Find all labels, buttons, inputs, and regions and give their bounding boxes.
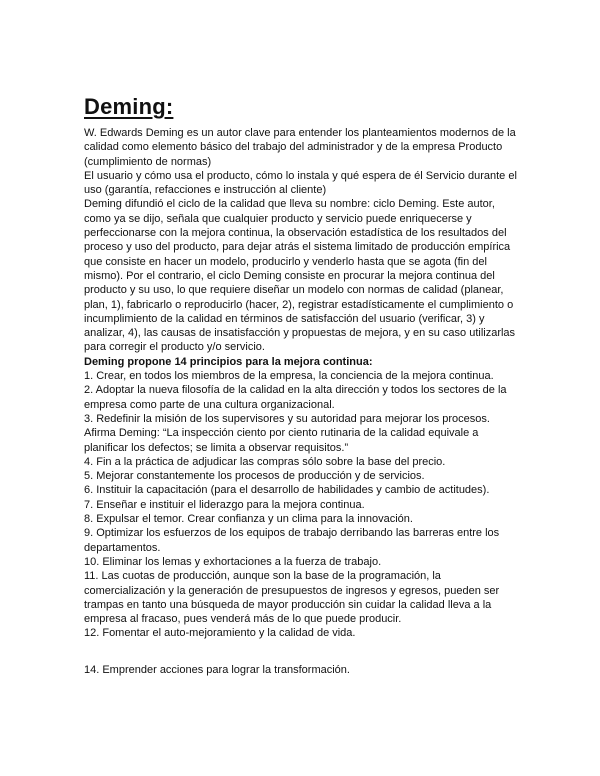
principle-item: 6. Instituir la capacitación (para el desarrollo de habilidades y cambio de actitudes). [84, 484, 490, 497]
document-page [84, 94, 520, 677]
principle-item: 3. Redefinir la misión de los supervisores y su autoridad para mejorar los procesos. Afirma Deming: “La inspección ciento por ciento rutinaria de la calidad equivale a planificar los defectos; se limita a observar requisitos.” [84, 412, 490, 454]
principle-item: 12. Fomentar el auto-mejoramiento y la calidad de vida. [84, 627, 356, 640]
intro-paragraph-3: Deming difundió el ciclo de la calidad que lleva su nombre: ciclo Deming. Este autor, como ya se dijo, señala que cualquier producto y servicio puede enriquecerse y perfeccionarse con la mejora continua, la observación estadística de los resultados del proceso y uso del producto, para dejar atrás el sistema limitado de producción empírica que consiste en hacer un modelo, producirlo y venderlo hasta que se agota (fin del mismo). Por el contrario, el ciclo Deming consiste en procurar la mejora continua del producto y su uso, lo que requiere diseñar un modelo con normas de calidad (planear, plan, 1), fabricarlo o reproducirlo (hacer, 2), registrar estadísticamente el cumplimiento o incumplimiento de la calidad en términos de satisfacción del usuario (verificar, 3) y analizar, 4), las causas de insatisfacción y propuestas de mejora, y en su caso utilizarlas para corregir el producto y/o servicio. [84, 198, 516, 354]
principle-item: 5. Mejorar constantemente los procesos de producción y de servicios. [84, 470, 425, 483]
principles-heading: Deming propone 14 principios para la mejora continua: [84, 355, 373, 368]
principle-item: 1. Crear, en todos los miembros de la empresa, la conciencia de la mejora continua. [84, 370, 494, 383]
principle-item: 2. Adoptar la nueva filosofía de la calidad en la alta dirección y todos los sectores de la empresa como parte de una cultura organizacional. [84, 384, 507, 411]
intro-paragraph-1: W. Edwards Deming es un autor clave para entender los planteamientos modernos de la calidad como elemento básico del trabajo del administrador y de la empresa Producto (cumplimiento de normas) [84, 127, 516, 168]
principle-item: 8. Expulsar el temor. Crear confianza y un clima para la innovación. [84, 513, 413, 526]
principle-item: 9. Optimizar los esfuerzos de los equipos de trabajo derribando las barreras entre los departamentos. [84, 527, 500, 554]
principle-item-last: 14. Emprender acciones para lograr la transformación. [84, 663, 350, 676]
principle-item: 4. Fin a la práctica de adjudicar las compras sólo sobre la base del precio. [84, 455, 446, 468]
principle-item: 10. Eliminar los lemas y exhortaciones a la fuerza de trabajo. [84, 555, 382, 568]
principle-item: 7. Enseñar e instituir el liderazgo para la mejora continua. [84, 498, 365, 511]
blank-line [84, 641, 520, 663]
intro-paragraph-2: El usuario y cómo usa el producto, cómo lo instala y qué espera de él Servicio durante el uso (garantía, refacciones e instrucción al cliente) [84, 169, 517, 197]
document-title: Deming: [84, 94, 174, 119]
principle-item: 11. Las cuotas de producción, aunque son la base de la programación, la comercialización y la generación de presupuestos de ingresos y egresos, pueden ser trampas en tanto una búsqueda de mayor producción sin cuidar la calidad lleva a la empresa al fracaso, pues venderá más de lo que puede producir. [84, 570, 500, 626]
